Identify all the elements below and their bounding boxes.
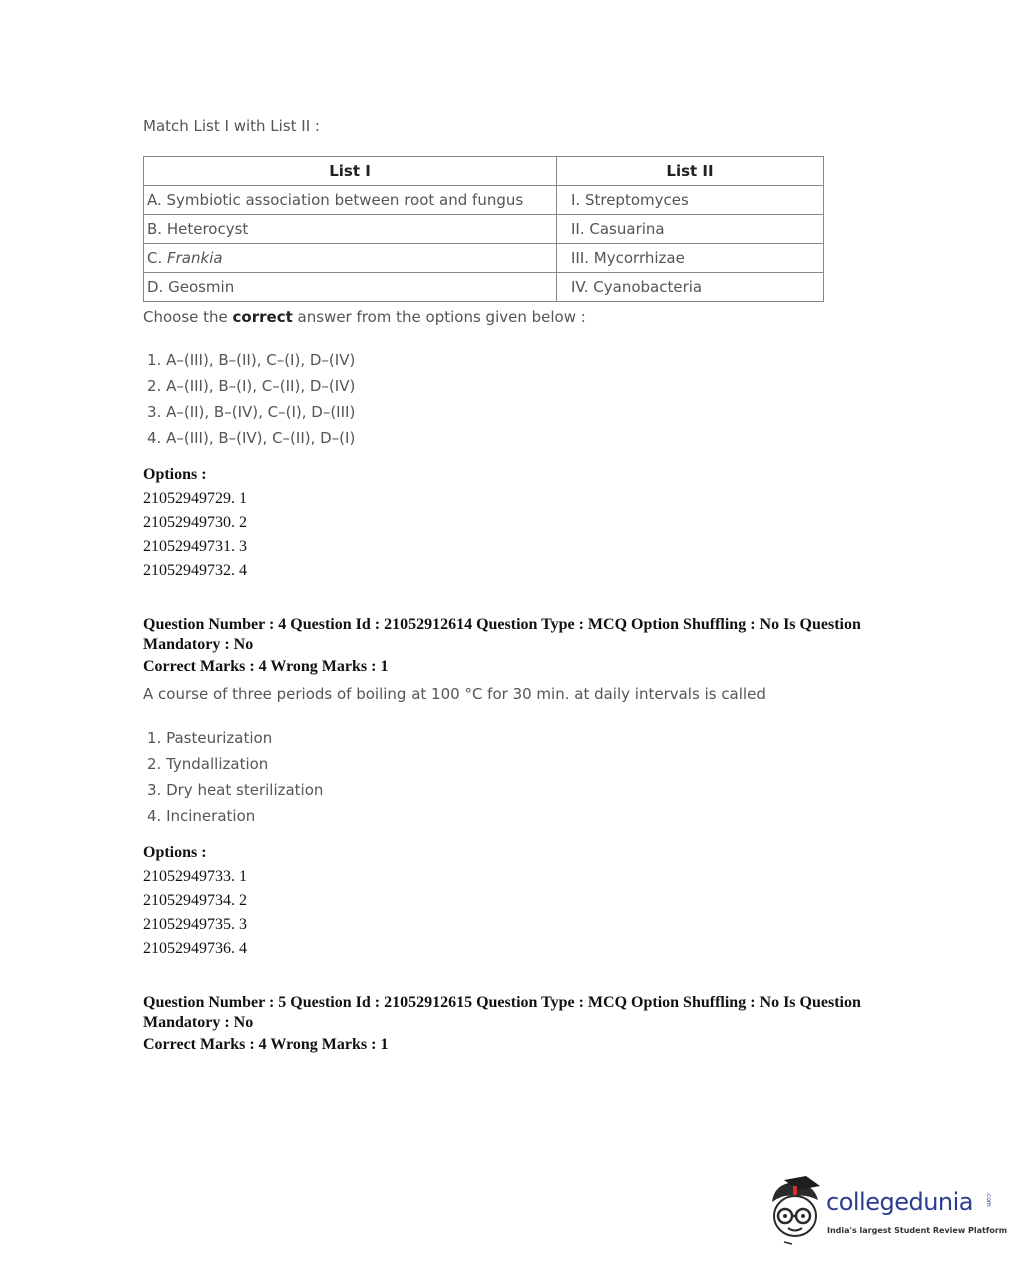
brand-suffix: .com bbox=[985, 1192, 992, 1207]
brand-tagline: India's largest Student Review Platform bbox=[827, 1226, 1008, 1235]
answer-list bbox=[147, 347, 355, 451]
table-cell: II. Casuarina bbox=[557, 215, 824, 244]
question-4-text: A course of three periods of boiling at 100 °C for 30 min. at daily intervals is called bbox=[143, 685, 766, 703]
match-table bbox=[143, 156, 824, 302]
table-row bbox=[144, 273, 824, 302]
question-5-header: Question Number : 5 Question Id : 21052912615 Question Type : MCQ Option Shuffling : No Is Question Mandatory : No bbox=[143, 994, 861, 1031]
list-item: 2. A–(III), B–(I), C–(II), D–(IV) bbox=[147, 377, 356, 395]
list-item: 21052949731. 3 bbox=[143, 538, 247, 555]
table-cell: D. Geosmin bbox=[144, 273, 557, 302]
list-item: 21052949732. 4 bbox=[143, 562, 247, 579]
collegedunia-logo bbox=[766, 1176, 1008, 1248]
row-prefix: C. bbox=[147, 249, 168, 267]
list-item: 1. A–(III), B–(II), C–(I), D–(IV) bbox=[147, 351, 356, 369]
list-item: 21052949734. 2 bbox=[143, 892, 247, 909]
list-2-header: List II bbox=[557, 157, 824, 186]
choose-pre: Choose the bbox=[143, 308, 233, 326]
choose-bold: correct bbox=[232, 308, 293, 326]
brand-name: collegedunia bbox=[826, 1188, 974, 1216]
list-item: 3. A–(II), B–(IV), C–(I), D–(III) bbox=[147, 403, 356, 421]
list-item: 3. Dry heat sterilization bbox=[147, 781, 324, 799]
table-row bbox=[144, 244, 824, 273]
list-item: 21052949735. 3 bbox=[143, 916, 247, 933]
question-3-intro: Match List I with List II : bbox=[143, 117, 320, 135]
list-item: 2. Tyndallization bbox=[147, 755, 269, 773]
table-cell: IV. Cyanobacteria bbox=[557, 273, 824, 302]
question-4-marks: Correct Marks : 4 Wrong Marks : 1 bbox=[143, 658, 389, 675]
choose-post: answer from the options given below : bbox=[292, 308, 586, 326]
choose-instruction bbox=[143, 308, 586, 326]
list-item: 4. A–(III), B–(IV), C–(II), D–(I) bbox=[147, 429, 356, 447]
table-row bbox=[144, 186, 824, 215]
list-item: 21052949729. 1 bbox=[143, 490, 247, 507]
question-5-marks: Correct Marks : 4 Wrong Marks : 1 bbox=[143, 1036, 389, 1053]
answer-list bbox=[147, 725, 323, 829]
table-cell: I. Streptomyces bbox=[557, 186, 824, 215]
list-item: 4. Incineration bbox=[147, 807, 256, 825]
mascot-icon bbox=[766, 1176, 824, 1246]
table-row bbox=[144, 215, 824, 244]
list-item: 21052949736. 4 bbox=[143, 940, 247, 957]
option-id-list bbox=[143, 487, 247, 583]
list-item: 21052949733. 1 bbox=[143, 868, 247, 885]
table-cell: B. Heterocyst bbox=[144, 215, 557, 244]
table-cell: III. Mycorrhizae bbox=[557, 244, 824, 273]
option-id-list bbox=[143, 865, 247, 961]
list-1-header: List I bbox=[144, 157, 557, 186]
list-item: 1. Pasteurization bbox=[147, 729, 273, 747]
italic-term: Frankia bbox=[167, 249, 223, 267]
options-label: Options : bbox=[143, 466, 207, 483]
table-header-row bbox=[144, 157, 824, 186]
question-4-header: Question Number : 4 Question Id : 21052912614 Question Type : MCQ Option Shuffling : No Is Question Mandatory : No bbox=[143, 616, 861, 653]
options-label: Options : bbox=[143, 844, 207, 861]
table-cell: A. Symbiotic association between root and fungus bbox=[144, 186, 557, 215]
list-item: 21052949730. 2 bbox=[143, 514, 247, 531]
table-cell bbox=[144, 244, 557, 273]
